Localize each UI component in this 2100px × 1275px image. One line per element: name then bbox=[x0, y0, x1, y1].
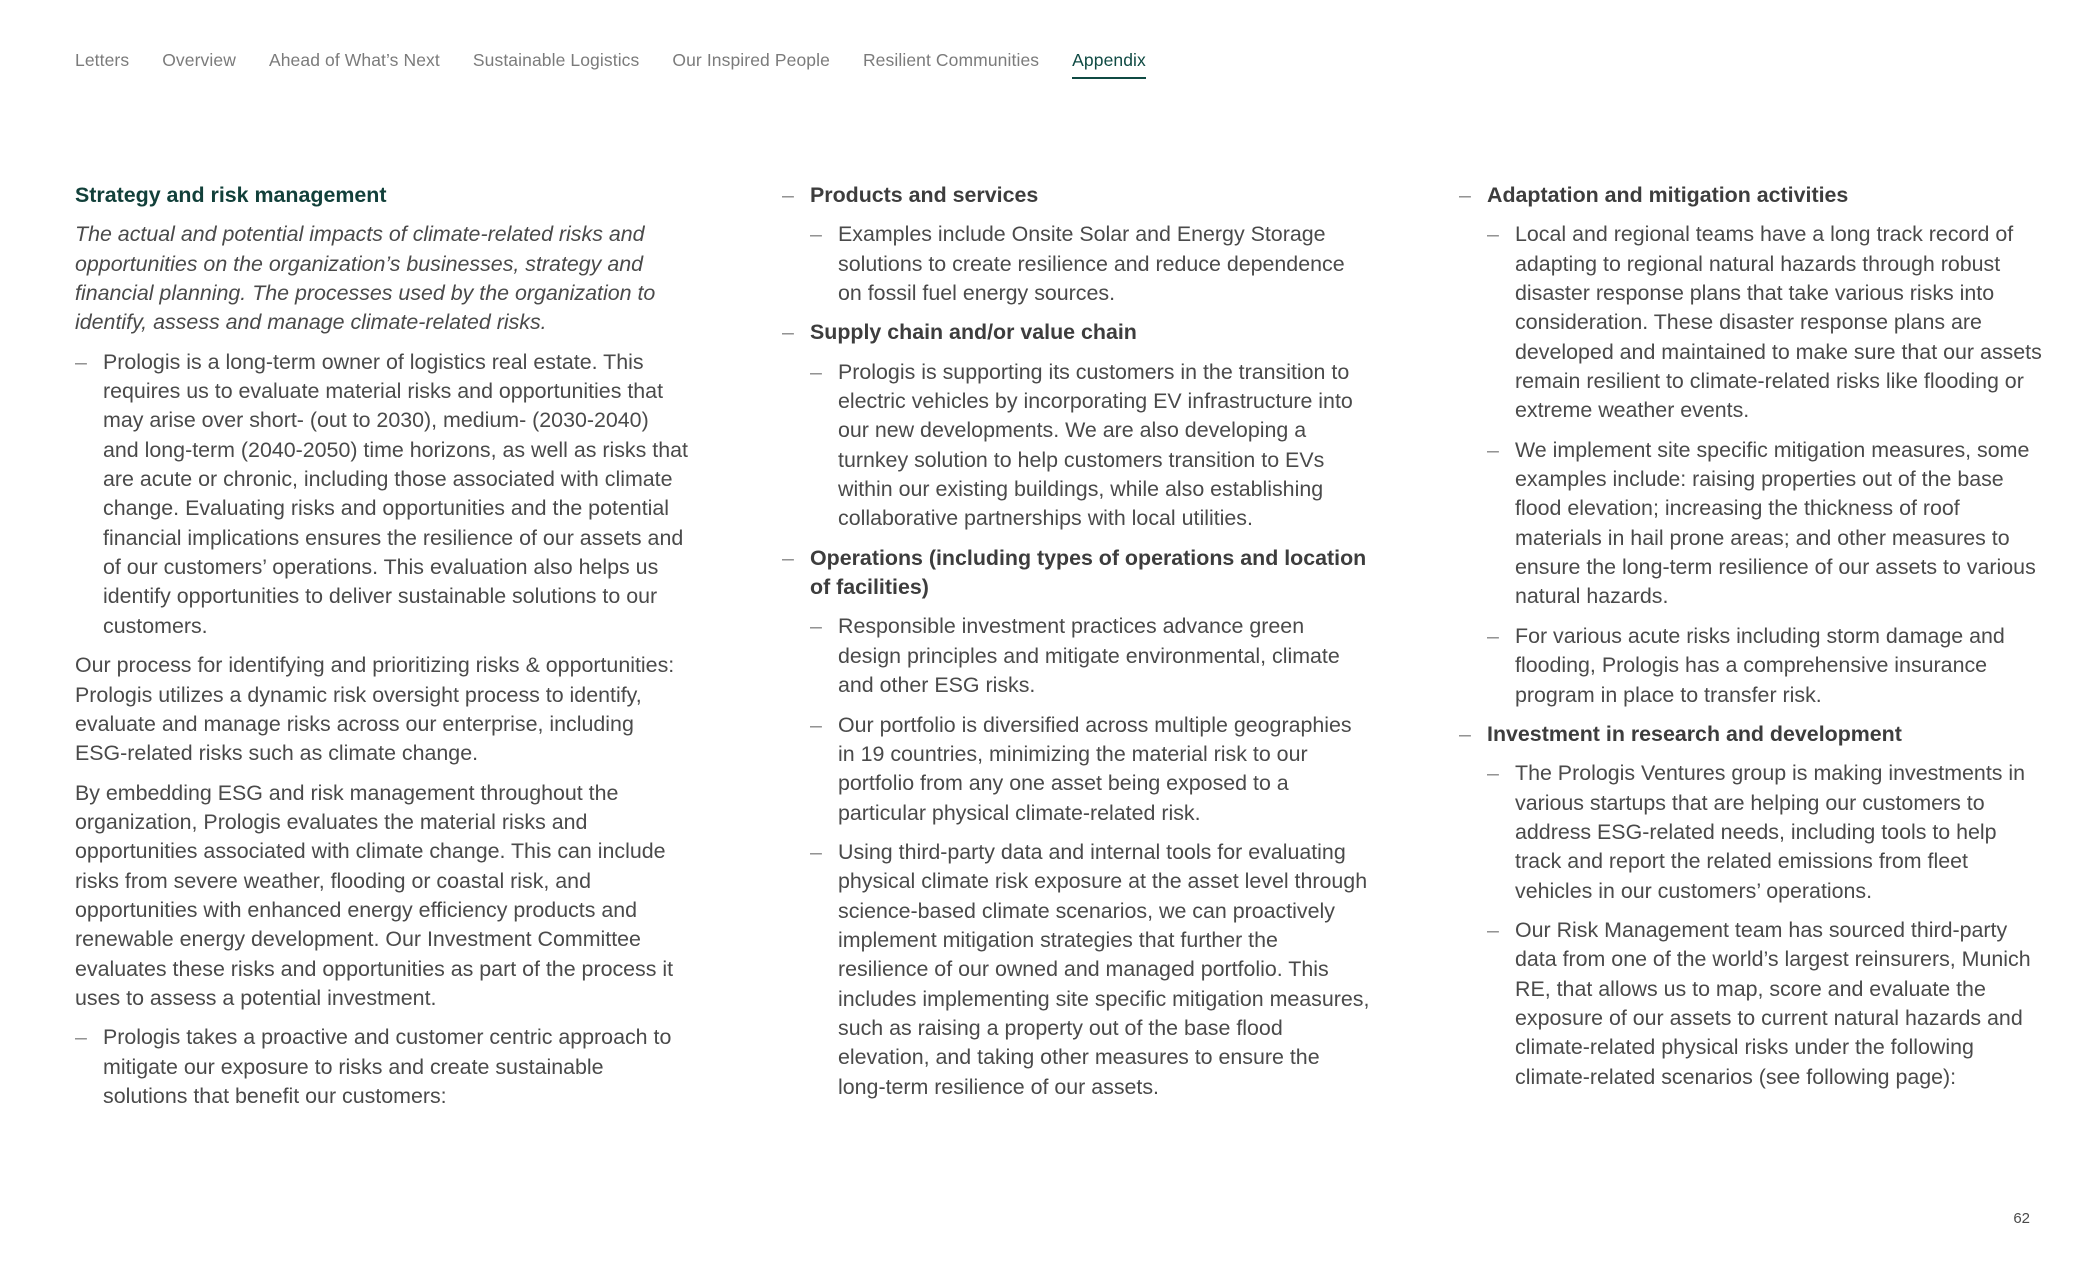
nav-tab-appendix[interactable]: Appendix bbox=[1072, 50, 1146, 79]
nav-tab-overview[interactable]: Overview bbox=[162, 50, 236, 70]
heading-products-and-services: – Products and services bbox=[782, 181, 1372, 210]
list-item: – Our Risk Management team has sourced third-party data from one of the world’s largest reinsurers, Munich RE, that allows us to map, score and evaluate the exposure of our assets to current natural hazards and climate-related physical risks under the following climate-related scenarios (see following page): bbox=[1459, 916, 2044, 1092]
list-item: – We implement site specific mitigation measures, some examples include: raising properties out of the base flood elevation; increasing the thickness of roof materials in hail prone areas; and other measures to ensure the long-term resilience of our assets to various natural hazards. bbox=[1459, 436, 2044, 612]
list-item: – Local and regional teams have a long track record of adapting to regional natural hazards through robust disaster response plans that take various risks into consideration. These disaster response plans are developed and maintained to make sure that our assets remain resilient to climate-related risks like flooding or extreme weather events. bbox=[1459, 220, 2044, 425]
nav-tab-letters[interactable]: Letters bbox=[75, 50, 130, 70]
top-navigation bbox=[75, 50, 1146, 79]
nav-tab-sustainable-logistics[interactable]: Sustainable Logistics bbox=[472, 50, 640, 70]
list-item: – Prologis is supporting its customers in the transition to electric vehicles by incorporating EV infrastructure into our new developments. We are also developing a turnkey solution to help customers transition to EVs within our existing buildings, while also establishing collaborative partnerships with local utilities. bbox=[782, 358, 1372, 534]
heading-adaptation-and-mitigation: – Adaptation and mitigation activities bbox=[1459, 181, 2044, 210]
list-item: – Responsible investment practices advance green design principles and mitigate environmental, climate and other ESG risks. bbox=[782, 612, 1372, 700]
column-adaptation-and-research bbox=[1459, 181, 2044, 1102]
heading-operations: – Operations (including types of operations and location of facilities) bbox=[782, 544, 1372, 603]
nav-tab-our-inspired-people[interactable]: Our Inspired People bbox=[672, 50, 830, 70]
list-item-proactive-approach: – Prologis takes a proactive and customer centric approach to mitigate our exposure to risks and create sustainable solutions that benefit our customers: bbox=[75, 1023, 690, 1111]
list-item: – The Prologis Ventures group is making investments in various startups that are helping our customers to address ESG-related needs, including tools to help track and report the related emissions from fleet vehicles in our customers’ operations. bbox=[1459, 759, 2044, 906]
nav-tab-ahead-of-whats-next[interactable]: Ahead of What’s Next bbox=[268, 50, 440, 70]
heading-research-and-development: – Investment in research and development bbox=[1459, 720, 2044, 749]
section-intro: The actual and potential impacts of climate-related risks and opportunities on the organization’s businesses, strategy and financial planning. The processes used by the organization to identify, assess and manage climate-related risks. bbox=[75, 222, 656, 335]
paragraph-embedding-esg: By embedding ESG and risk management throughout the organization, Prologis evaluates the material risks and opportunities associated with climate change. This can include risks from severe weather, flooding or coastal risk, and opportunities with enhanced energy efficiency products and renewable energy development. Our Investment Committee evaluates these risks and opportunities as part of the process it uses to assess a potential investment. bbox=[75, 780, 674, 1010]
paragraph-risk-process: Our process for identifying and prioritizing risks & opportunities: Prologis utilizes a dynamic risk oversight process to identify, evaluate and manage risks across our enterprise, including ESG-related risks such as climate change. bbox=[75, 653, 675, 766]
list-item-long-term-owner: – Prologis is a long-term owner of logistics real estate. This requires us to evaluate material risks and opportunities that may arise over short- (out to 2030), medium- (2030-2040) and long-term (2040-2050) time horizons, as well as risks that are acute or chronic, including those associated with climate change. Evaluating risks and opportunities and the potential financial implications ensures the resilience of our assets and of our customers’ operations. This evaluation also helps us identify opportunities to deliver sustainable solutions to our customers. bbox=[75, 348, 690, 641]
column-strategy-and-risk bbox=[75, 181, 690, 1121]
heading-supply-chain: – Supply chain and/or value chain bbox=[782, 318, 1372, 347]
list-item: – Using third-party data and internal tools for evaluating physical climate risk exposure at the asset level through science-based climate scenarios, we can proactively implement mitigation strategies that further the resilience of our owned and managed portfolio. This includes implementing site specific mitigation measures, such as raising a property out of the base flood elevation, and taking other measures to ensure the long-term resilience of our assets. bbox=[782, 838, 1372, 1102]
list-item: – For various acute risks including storm damage and flooding, Prologis has a comprehensive insurance program in place to transfer risk. bbox=[1459, 622, 2044, 710]
column-products-supply-operations bbox=[782, 181, 1372, 1112]
page-number: 62 bbox=[2013, 1210, 2030, 1227]
list-item: – Examples include Onsite Solar and Energy Storage solutions to create resilience and reduce dependence on fossil fuel energy sources. bbox=[782, 220, 1372, 308]
section-title: Strategy and risk management bbox=[75, 183, 387, 207]
nav-tab-resilient-communities[interactable]: Resilient Communities bbox=[862, 50, 1040, 70]
list-item: – Our portfolio is diversified across multiple geographies in 19 countries, minimizing the material risk to our portfolio from any one asset being exposed to a particular physical climate-related risk. bbox=[782, 711, 1372, 828]
